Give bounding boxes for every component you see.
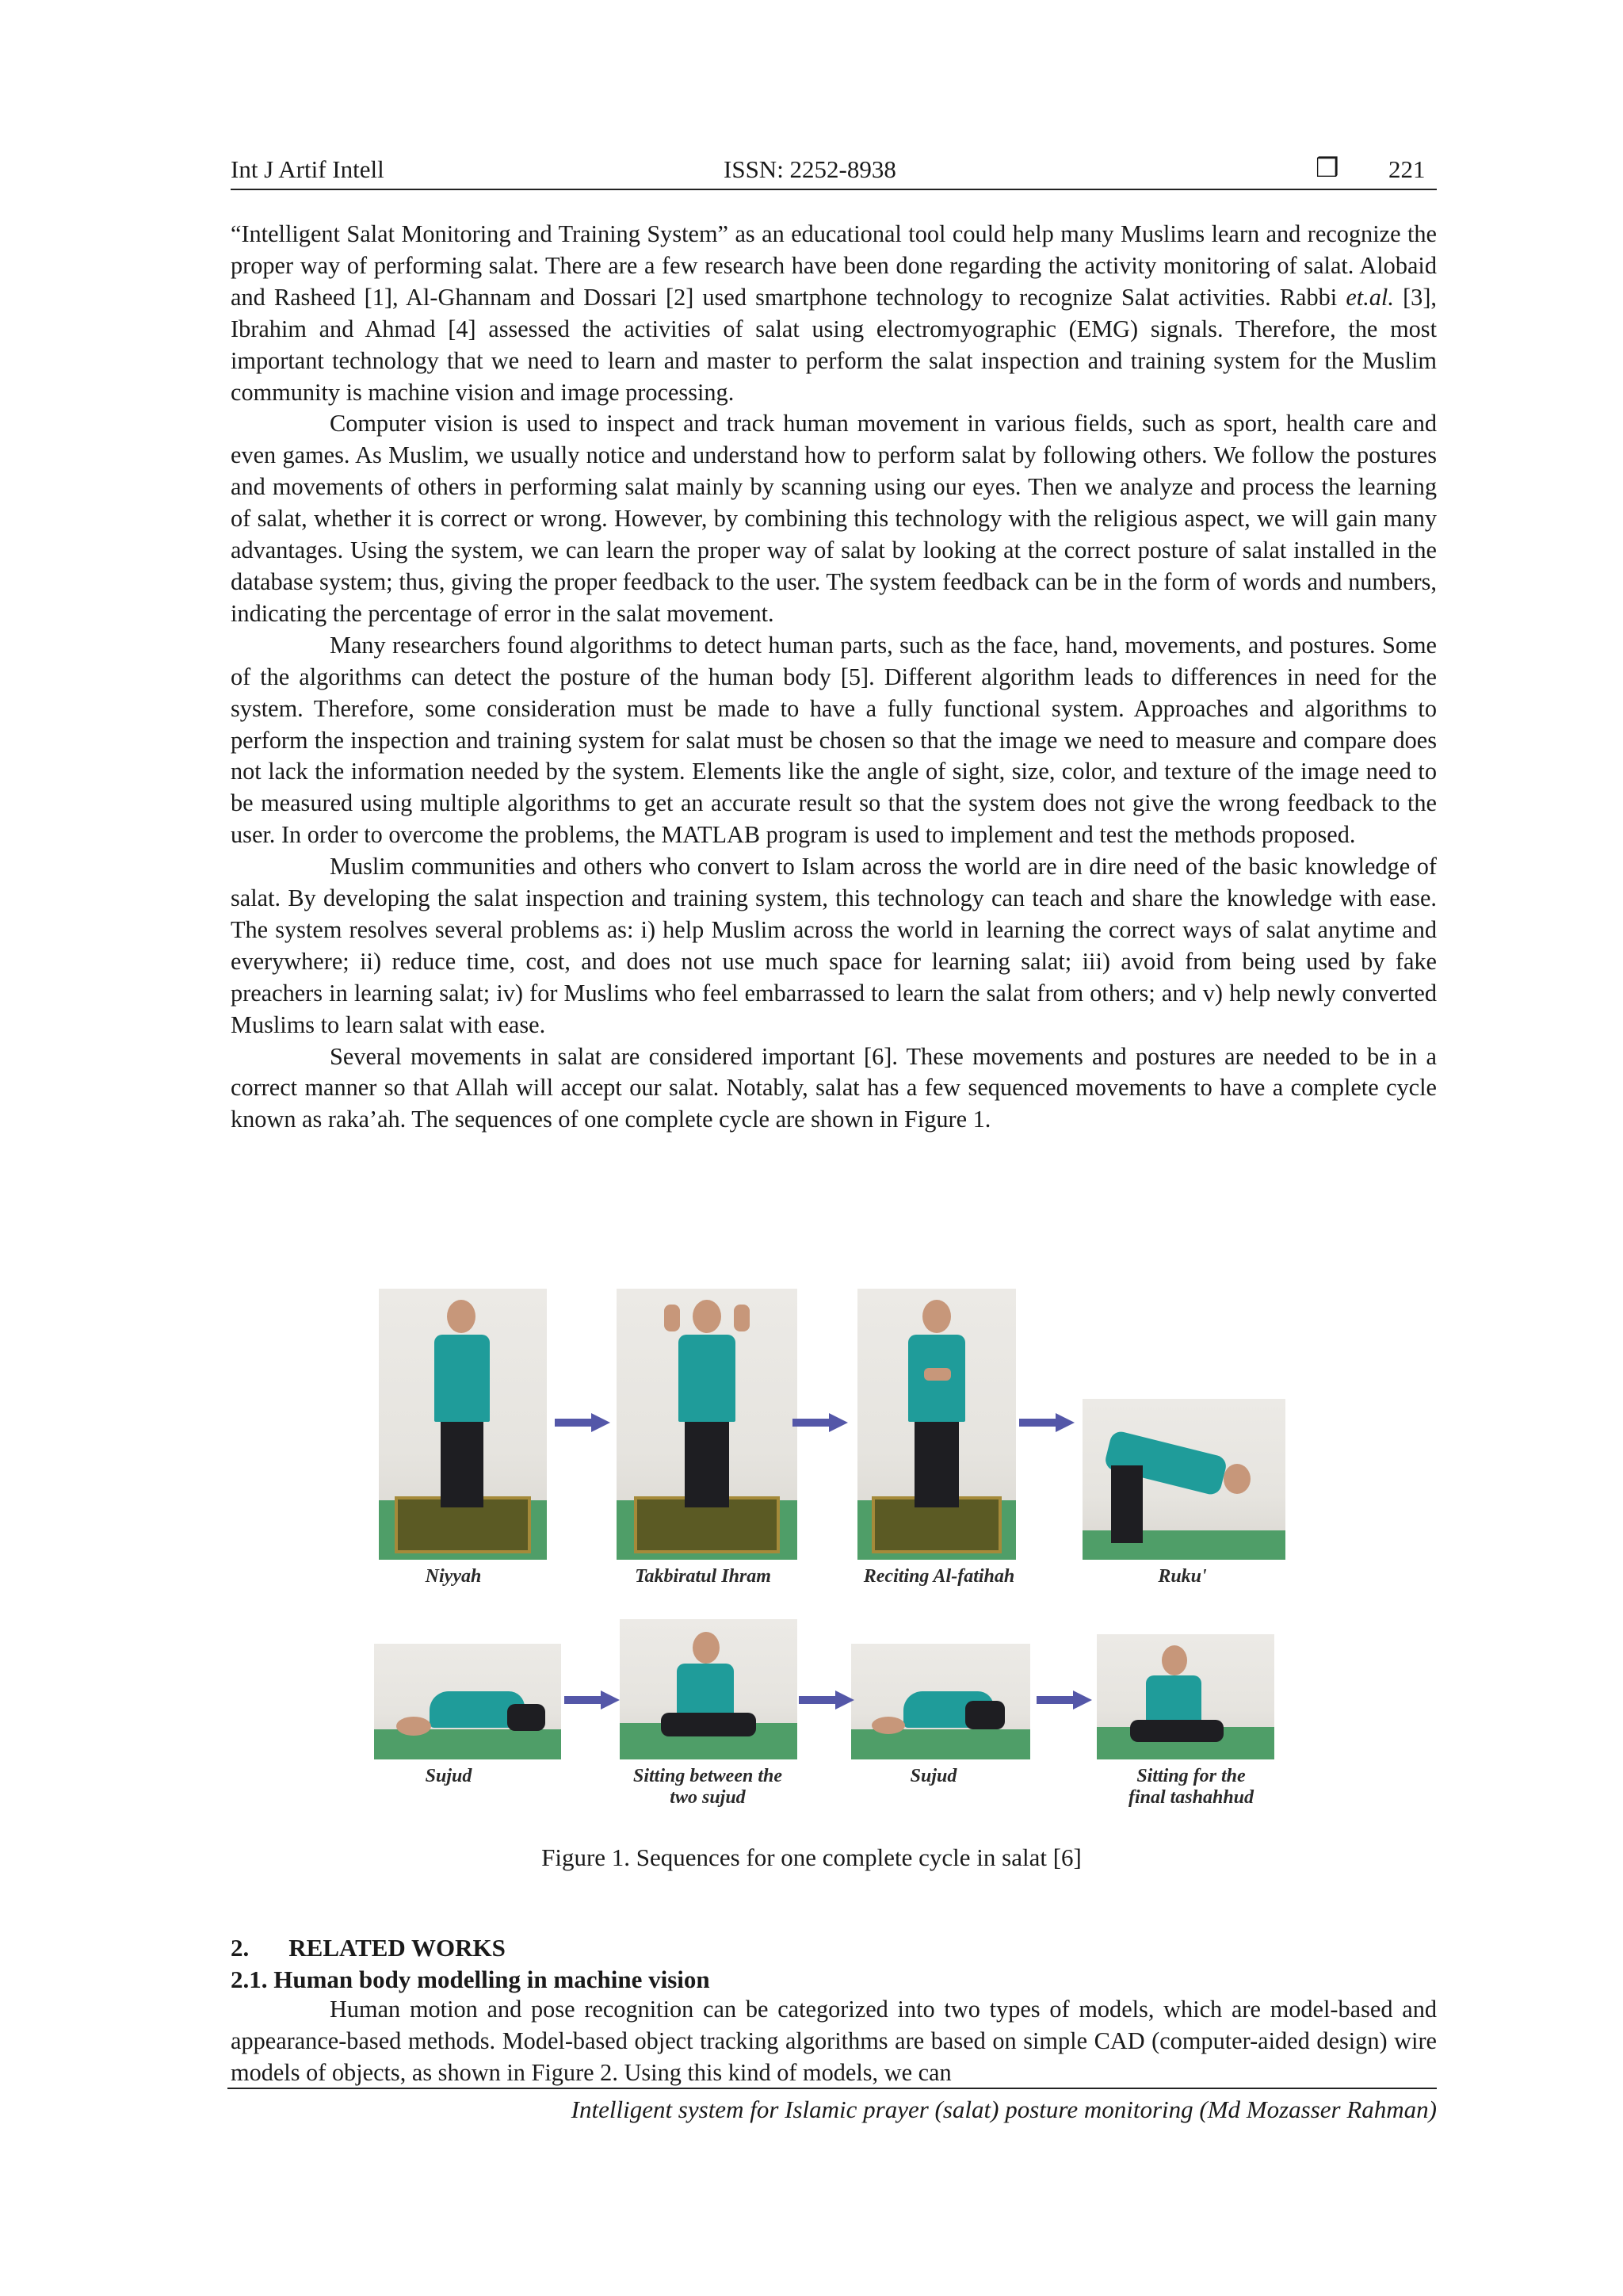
arrow-icon [1037, 1690, 1092, 1710]
arrow-icon [799, 1690, 854, 1710]
paragraph-4: Muslim communities and others who convert to Islam across the world are in dire need of the basic knowledge of salat. By developing the salat inspection and training system, this technology can teach and share the knowledge with ease. The system resolves several problems as: i) help Muslim across the world in learning the correct ways of salat anytime and everywhere; ii) reduce time, cost, and does not use much space for learning salat; iii) avoid from being used by fake preachers in learning salat; iv) for Muslims who feel embarrassed to learn the salat from others; and v) help newly converted Muslims to learn salat with ease. [231, 853, 1437, 1038]
label-sujud-2: Sujud [910, 1766, 957, 1786]
arrow-icon [1019, 1413, 1075, 1432]
label-sitting-between: Sitting between the two sujud [632, 1766, 782, 1808]
arrow-icon [564, 1690, 620, 1710]
footer-rule [227, 2088, 1437, 2089]
label-sitting-final-tashahhud: Sitting for the final tashahhud [1128, 1766, 1254, 1808]
label-niyyah: Niyyah [425, 1566, 482, 1587]
header-rule [231, 189, 1437, 190]
photo-sujud-1 [374, 1644, 561, 1759]
label-sujud-1: Sujud [425, 1766, 472, 1786]
paragraph-2: Computer vision is used to inspect and track human movement in various fields, such as sport, health care and even games. As Muslim, we usually notice and understand how to perform salat by following others. We follow the postures and movements of others in performing salat mainly by scanning using our eyes. Then we analyze and process the learning of salat, whether it is correct or wrong. However, by combining this technology with the religious aspect, we will gain many advantages. Using the system, we can learn the proper way of salat by looking at the correct posture of salat installed in the database system; thus, giving the proper feedback to the user. The system feedback can be in the form of words and numbers, indicating the percentage of error in the salat movement. [231, 410, 1437, 627]
footer-text: Intelligent system for Islamic prayer (salat) posture monitoring (Md Mozasser Rahman) [571, 2095, 1437, 2123]
photo-niyyah [379, 1289, 547, 1560]
arrow-icon [555, 1413, 610, 1432]
figure-caption: Figure 1. Sequences for one complete cycle in salat [6] [541, 1843, 1082, 1871]
subsection-heading: 2.1. Human body modelling in machine vision [231, 1966, 710, 1993]
label-reciting-al-fatihah: Reciting Al-fatihah [863, 1566, 1015, 1587]
body-text [231, 219, 1437, 1136]
arrow-icon [792, 1413, 848, 1432]
paragraph-5: Several movements in salat are considered important [6]. These movements and postures are needed to be in a correct manner so that Allah will accept our salat. Notably, salat has a few sequenced movements to have a complete cycle known as raka’ah. The sequences of one complete cycle are shown in Figure 1. [231, 1042, 1437, 1133]
page-number: 221 [1388, 155, 1426, 183]
journal-name: Int J Artif Intell [231, 155, 384, 183]
label-ruku: Ruku' [1158, 1566, 1207, 1587]
paragraph-3: Many researchers found algorithms to detect human parts, such as the face, hand, movements, and postures. Some of the algorithms can detect the posture of the human body [5]. Different algorithm leads to differences in need for the system. Therefore, some consideration must be made to have a fully functional system. Approaches and algorithms to perform the inspection and training system for salat must be chosen so that the image we need to measure and compare does not lack the information needed by the system. Elements like the angle of sight, size, color, and texture of the image need to be measured using multiple algorithms to get an accurate result so that the system does not give the wrong feedback to the user. In order to overcome the problems, the MATLAB program is used to implement and test the methods proposed. [231, 631, 1437, 849]
photo-sujud-2 [851, 1644, 1030, 1759]
box-icon: ❒ [1316, 155, 1339, 183]
paragraph-1: “Intelligent Salat Monitoring and Training System” as an educational tool could help many Muslims learn and recognize the proper way of performing salat. There are a few research have been done regarding the activity monitoring of salat. Alobaid and Rasheed [1], Al-Ghannam and Dossari [2] used smartphone technology to recognize Salat activities. Rabbi et.al. [3], Ibrahim and Ahmad [4] assessed the activities of salat using electromyographic (EMG) signals. Therefore, the most important technology that we need to learn and master to perform the salat inspection and training system for the Muslim community is machine vision and image processing. [231, 220, 1437, 406]
issn: ISSN: 2252-8938 [724, 155, 896, 183]
photo-takbiratul-ihram [617, 1289, 797, 1560]
label-takbiratul-ihram: Takbiratul Ihram [635, 1566, 771, 1587]
photo-sitting-final-tashahhud [1097, 1634, 1274, 1759]
section-paragraph: Human motion and pose recognition can be categorized into two types of models, which are model-based and appearance-based methods. Model-based object tracking algorithms are based on simple CAD (computer-aided design) wire models of objects, as shown in Figure 2. Using this kind of models, we can [231, 1996, 1437, 2086]
photo-sitting-between [620, 1619, 797, 1759]
photo-ruku [1083, 1399, 1285, 1560]
section-heading: 2. RELATED WORKS [231, 1934, 506, 1962]
photo-reciting-al-fatihah [857, 1289, 1016, 1560]
